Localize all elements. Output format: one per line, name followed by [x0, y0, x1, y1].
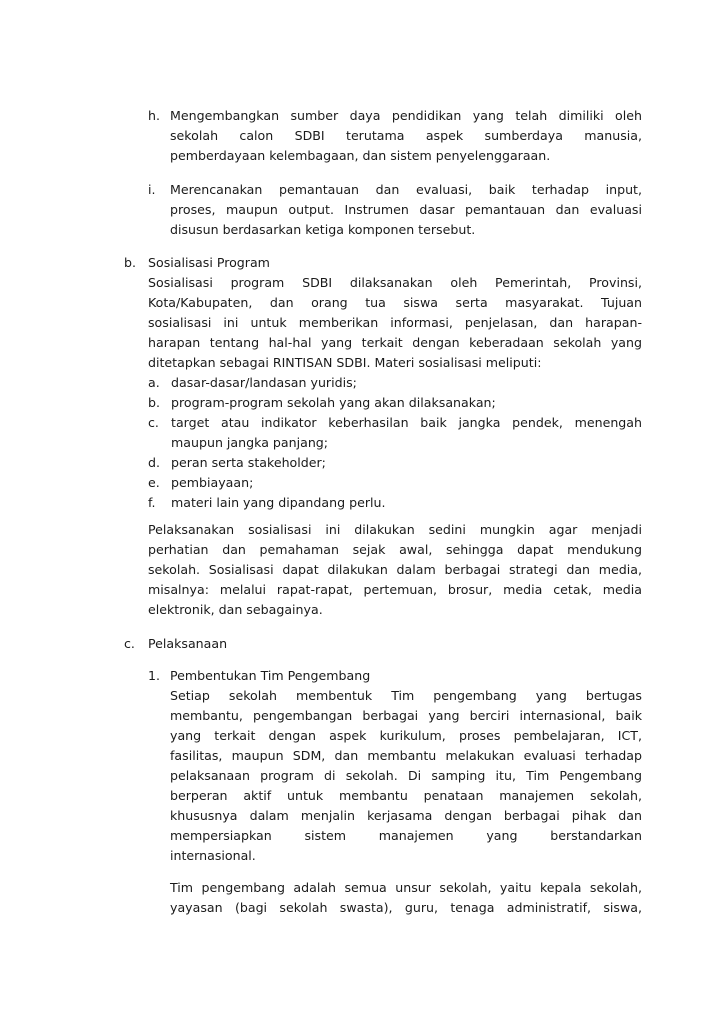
text-line: program-program sekolah yang akan dilaksanakan; [171, 395, 496, 410]
text-line: Tim pengembang adalah semua unsur sekolah, yaitu kepala sekolah, [170, 880, 642, 895]
list-marker: f. [148, 495, 156, 510]
text-line: misalnya: melalui rapat-rapat, pertemuan, brosur, media cetak, media [148, 582, 642, 597]
section-b-paragraph-2 [148, 520, 642, 620]
text-line: fasilitas, maupun SDM, dan membantu melakukan evaluasi terhadap [170, 748, 642, 763]
list-item-h [148, 106, 642, 166]
text-line: peran serta stakeholder; [171, 455, 326, 470]
text-line: berperan aktif untuk membantu penataan manajemen sekolah, [170, 788, 642, 803]
list-marker: 1. [148, 668, 161, 683]
text-line: yang terkait dengan aspek kurikulum, proses pembelajaran, ICT, [170, 728, 642, 743]
text-line: Mengembangkan sumber daya pendidikan yang telah dimiliki oleh [170, 108, 642, 123]
section-c [124, 634, 642, 654]
section-c-item-1-paragraph-2 [148, 878, 642, 918]
section-c-item-1 [148, 666, 642, 866]
section-b [124, 253, 642, 513]
list-marker: e. [148, 475, 160, 490]
list-item-i [148, 180, 642, 240]
text-line: sekolah calon SDBI terutama aspek sumberdaya manusia, [170, 128, 642, 143]
text-line: dasar-dasar/landasan yuridis; [171, 375, 357, 390]
list-marker: i. [148, 182, 156, 197]
text-line: Kota/Kabupaten, dan orang tua siswa serta masyarakat. Tujuan [148, 295, 642, 310]
list-item [124, 453, 642, 473]
text-line: membantu, pengembangan berbagai yang berciri internasional, baik [170, 708, 642, 723]
text-line: sekolah. Sosialisasi dapat dilakukan dalam berbagai strategi dan media, [148, 562, 642, 577]
text-line: disusun berdasarkan ketiga komponen tersebut. [170, 222, 476, 237]
text-line: Merencanakan pemantauan dan evaluasi, baik terhadap input, [170, 182, 642, 197]
list-item [124, 473, 642, 493]
text-line: proses, maupun output. Instrumen dasar pemantauan dan evaluasi [170, 202, 642, 217]
list-item [124, 373, 642, 393]
subsection-heading: Pembentukan Tim Pengembang [170, 668, 371, 683]
section-heading: Pelaksanaan [148, 636, 228, 651]
text-line: target atau indikator keberhasilan baik jangka pendek, menengah [171, 415, 642, 430]
text-line: yayasan (bagi sekolah swasta), guru, tenaga administratif, siswa, [170, 900, 642, 915]
text-line: harapan tentang hal-hal yang terkait dengan keberadaan sekolah yang [148, 335, 642, 350]
text-line: Sosialisasi program SDBI dilaksanakan oleh Pemerintah, Provinsi, [148, 275, 642, 290]
text-line: perhatian dan pemahaman sejak awal, sehingga dapat mendukung [148, 542, 642, 557]
list-item [124, 493, 642, 513]
text-line: pemberdayaan kelembagaan, dan sistem penyelenggaraan. [170, 148, 551, 163]
list-marker: a. [148, 375, 160, 390]
section-heading: Sosialisasi Program [148, 255, 270, 270]
list-marker: d. [148, 455, 160, 470]
section-marker: c. [124, 636, 135, 651]
text-line: maupun jangka panjang; [171, 435, 329, 450]
list-marker: h. [148, 108, 160, 123]
text-line: ditetapkan sebagai RINTISAN SDBI. Materi sosialisasi meliputi: [148, 355, 542, 370]
text-line: materi lain yang dipandang perlu. [171, 495, 386, 510]
text-line: mempersiapkan sistem manajemen yang berstandarkan [170, 828, 642, 843]
list-item [124, 413, 642, 433]
text-line: internasional. [170, 848, 256, 863]
text-line: Pelaksanakan sosialisasi ini dilakukan sedini mungkin agar menjadi [148, 522, 642, 537]
text-line: khususnya dalam menjalin kerjasama dengan berbagai pihak dan [170, 808, 642, 823]
section-marker: b. [124, 255, 136, 270]
list-marker: c. [148, 415, 159, 430]
list-item [124, 393, 642, 413]
text-line: pelaksanaan program di sekolah. Di samping itu, Tim Pengembang [170, 768, 642, 783]
text-line: pembiayaan; [171, 475, 254, 490]
list-marker: b. [148, 395, 160, 410]
text-line: elektronik, dan sebagainya. [148, 602, 323, 617]
text-line: Setiap sekolah membentuk Tim pengembang yang bertugas [170, 688, 642, 703]
text-line: sosialisasi ini untuk memberikan informasi, penjelasan, dan harapan- [148, 315, 642, 330]
